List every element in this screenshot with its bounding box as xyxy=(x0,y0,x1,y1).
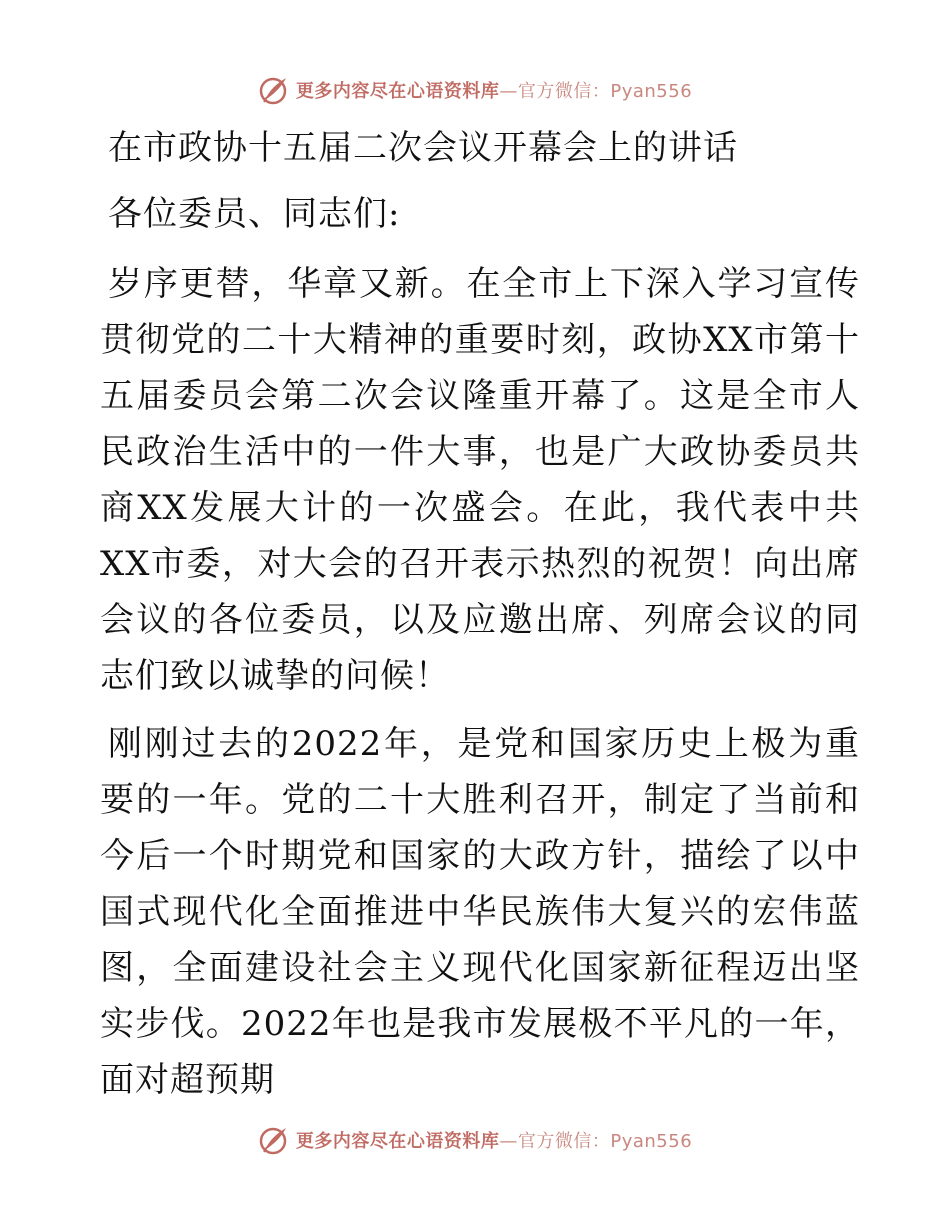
paragraph-1: 岁序更替，华章又新。在全市上下深入学习宣传贯彻党的二十大精神的重要时刻，政协XX市第十五届委员会第二次会议隆重开幕了。这是全市人民政治生活中的一件大事，也是广大政协委员共商XX发展大计的一次盛会。在此，我代表中共XX市委，对大会的召开表示热烈的祝贺！向出席会议的各位委员，以及应邀出席、列席会议的同志们致以诚挚的问候！ xyxy=(100,264,860,696)
watermark-separator: — xyxy=(499,1131,518,1152)
document-title: 在市政协十五届二次会议开幕会上的讲话 xyxy=(108,128,738,168)
watermark-wechat: 官方微信：Pyan556 xyxy=(517,1131,693,1152)
document-body xyxy=(100,120,860,1120)
quill-pen-logo-icon xyxy=(258,1124,290,1156)
watermark-wechat: 官方微信：Pyan556 xyxy=(517,81,693,102)
watermark-text xyxy=(296,77,692,103)
document-greeting: 各位委员、同志们: xyxy=(108,194,401,234)
header-watermark xyxy=(0,70,950,110)
footer-watermark xyxy=(0,1120,950,1160)
paragraph-2: 刚刚过去的2022年，是党和国家历史上极为重要的一年。党的二十大胜利召开，制定了当前和今后一个时期党和国家的大政方针，描绘了以中国式现代化全面推进中华民族伟大复兴的宏伟蓝图，全面建设社会主义现代化国家新征程迈出坚实步伐。2022年也是我市发展极不平凡的一年，面对超预期 xyxy=(100,724,860,1100)
watermark-separator: — xyxy=(499,81,518,102)
watermark-brand: 更多内容尽在心语资料库 xyxy=(295,81,500,102)
watermark-text xyxy=(296,1127,692,1153)
quill-pen-logo-icon xyxy=(258,74,290,106)
watermark-brand: 更多内容尽在心语资料库 xyxy=(295,1131,500,1152)
